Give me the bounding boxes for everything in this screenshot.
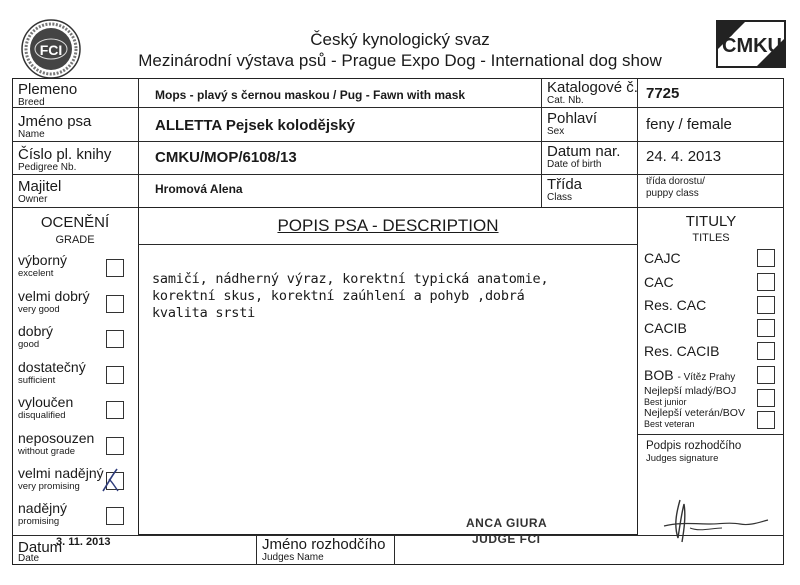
- owner-label: Majitel: [18, 178, 62, 195]
- grade-label: velmi nadějný: [18, 465, 104, 481]
- judge-signature: [660, 494, 772, 546]
- title-label: [644, 297, 706, 313]
- date-sub: Date: [18, 553, 40, 564]
- title-label: [644, 386, 736, 408]
- title-checkbox[interactable]: [757, 249, 775, 267]
- title-label-text: Nejlepší veterán/BOV: [644, 407, 745, 419]
- title-label-text: Nejlepší mladý/BOJ: [644, 385, 737, 397]
- title-label-text: BOB: [644, 367, 674, 383]
- owner-sub: Owner: [18, 194, 48, 205]
- class-value-1: třída dorostu/: [646, 176, 705, 187]
- name-label: Jméno psa: [18, 113, 92, 130]
- title-checkbox[interactable]: [757, 296, 775, 314]
- grade-checkbox[interactable]: [106, 437, 124, 455]
- title-label: [644, 320, 687, 336]
- title-label-text: CACIB: [644, 320, 687, 336]
- check-mark-icon: [101, 467, 123, 493]
- title-label: [644, 250, 681, 266]
- grade-checkbox[interactable]: [106, 366, 124, 384]
- catalogue-sub: Cat. Nb.: [547, 95, 584, 106]
- grade-checkbox[interactable]: [106, 401, 124, 419]
- pedigree-value: CMKU/MOP/6108/13: [155, 149, 297, 166]
- title-label-sub: Best veteran: [644, 419, 695, 429]
- title-checkbox[interactable]: [757, 273, 775, 291]
- description-line-3: kvalita srsti: [152, 305, 256, 321]
- header-title: Český kynologický svaz: [310, 30, 490, 49]
- fci-logo-text: FCI: [39, 42, 63, 58]
- titles-sub: TITLES: [692, 232, 730, 244]
- catalogue-label: Katalogové č.: [547, 79, 638, 96]
- grade-checkbox[interactable]: [106, 507, 124, 525]
- title-label-text: Res. CACIB: [644, 343, 720, 359]
- grade-label: dobrý: [18, 323, 54, 339]
- grade-label: nadějný: [18, 500, 68, 516]
- title-label-sub: - Vítěz Prahy: [677, 372, 736, 383]
- description-line-2: korektní skus, korektní zaúhlení a pohyb ,dobrá: [152, 288, 525, 304]
- grade-title: OCENĚNÍ: [40, 214, 110, 231]
- title-label-text: Res. CAC: [644, 297, 707, 313]
- title-label-text: CAJC: [644, 250, 681, 266]
- class-label: Třída: [547, 176, 583, 193]
- title-label-text: CAC: [644, 274, 674, 290]
- grade-label: neposouzen: [18, 430, 95, 446]
- grade-checkbox[interactable]: [106, 295, 124, 313]
- breed-label: Plemeno: [18, 81, 78, 98]
- grade-sublabel: promising: [18, 516, 60, 527]
- titles-title: TITULY: [685, 213, 737, 230]
- grade-sublabel: very good: [18, 304, 60, 315]
- grade-checkbox[interactable]: [106, 472, 124, 490]
- grade-sub: GRADE: [55, 234, 95, 246]
- judge-name-sub: Judges Name: [262, 552, 324, 563]
- title-label: [644, 274, 674, 290]
- judge-stamp-title: JUDGE FCI: [472, 532, 541, 546]
- title-checkbox[interactable]: [757, 342, 775, 360]
- grade-label: vyloučen: [18, 394, 74, 410]
- title-label: [644, 343, 719, 359]
- title-checkbox[interactable]: [757, 319, 775, 337]
- cmku-logo-text: ČMKU: [722, 35, 782, 57]
- description-box: [138, 207, 638, 535]
- class-value-2: puppy class: [646, 188, 699, 199]
- grade-label: dostatečný: [18, 359, 86, 375]
- grade-sublabel: sufficient: [18, 375, 56, 386]
- sex-label: Pohlaví: [547, 110, 598, 127]
- catalogue-value: 7725: [646, 85, 680, 102]
- judge-name-label: Jméno rozhodčího: [262, 536, 386, 553]
- grade-checkbox[interactable]: [106, 259, 124, 277]
- title-label: [644, 367, 735, 383]
- grade-label: výborný: [18, 252, 68, 268]
- signature-sub: Judges signature: [646, 453, 719, 464]
- name-value: ALLETTA Pejsek kolodějský: [155, 117, 356, 134]
- name-sub: Name: [18, 129, 45, 140]
- grade-sublabel: good: [18, 339, 40, 350]
- title-checkbox[interactable]: [757, 366, 775, 384]
- judge-stamp-name: ANCA GIURA: [466, 516, 548, 530]
- title-label-sub: Best junior: [644, 397, 687, 407]
- header-subtitle: Mezinárodní výstava psů - Prague Expo Dog - International dog show: [138, 51, 662, 70]
- dob-sub: Date of birth: [547, 159, 602, 170]
- title-checkbox[interactable]: [757, 411, 775, 429]
- pedigree-sub: Pedigree Nb.: [18, 162, 77, 173]
- description-line-1: samičí, nádherný výraz, korektní typická anatomie,: [152, 271, 549, 287]
- date-label: Datum: [18, 539, 63, 556]
- title-checkbox[interactable]: [757, 389, 775, 407]
- dob-label: Datum nar.: [547, 143, 621, 160]
- grade-label: velmi dobrý: [18, 288, 90, 304]
- sex-value: feny / female: [646, 116, 732, 133]
- owner-value: Hromová Alena: [155, 182, 243, 196]
- signature-label: Podpis rozhodčího: [646, 440, 742, 452]
- grade-sublabel: without grade: [18, 446, 76, 457]
- grade-sublabel: disqualified: [18, 410, 66, 421]
- breed-sub: Breed: [18, 97, 45, 108]
- sex-sub: Sex: [547, 126, 565, 137]
- date-value: 3. 11. 2013: [56, 536, 111, 548]
- grade-sublabel: very promising: [18, 481, 80, 492]
- title-label: [644, 408, 745, 430]
- pedigree-label: Číslo pl. knihy: [18, 146, 112, 163]
- grade-sublabel: excelent: [18, 268, 54, 279]
- description-title: POPIS PSA - DESCRIPTION: [277, 216, 499, 235]
- breed-value: Mops - plavý s černou maskou / Pug - Fawn with mask: [155, 88, 466, 102]
- grade-checkbox[interactable]: [106, 330, 124, 348]
- class-sub: Class: [547, 192, 573, 203]
- dob-value: 24. 4. 2013: [646, 148, 722, 165]
